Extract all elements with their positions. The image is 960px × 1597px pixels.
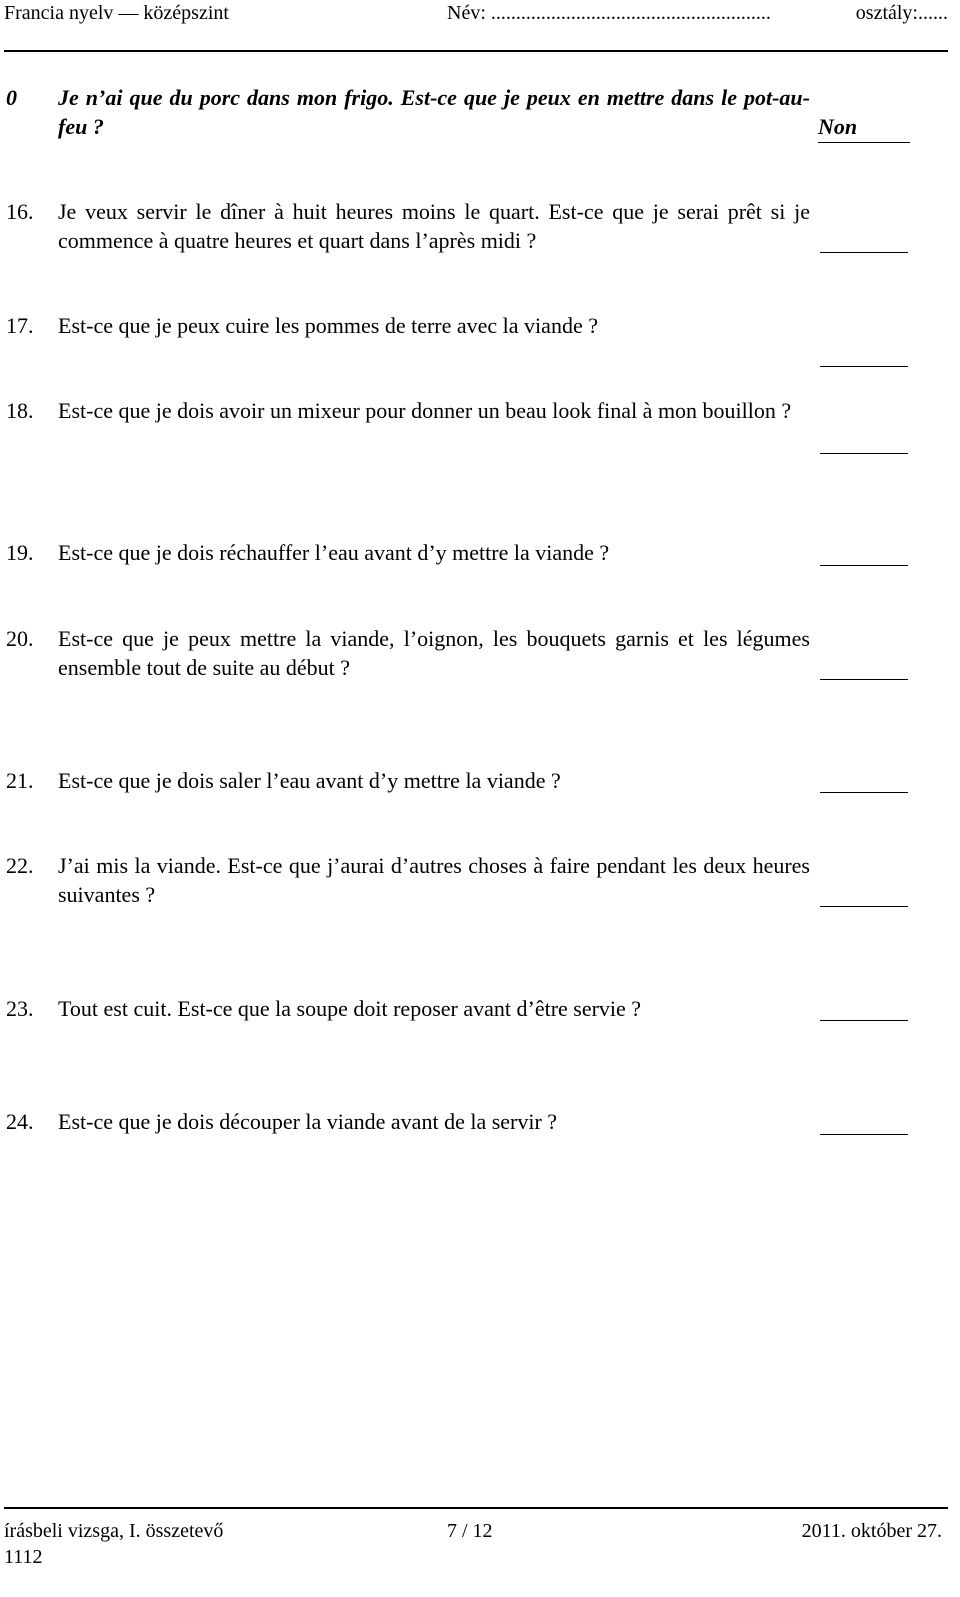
question-text: Est-ce que je peux cuire les pommes de terre avec la viande ? — [58, 313, 598, 338]
question-number: 18. — [6, 398, 34, 423]
example-number: 0 — [6, 85, 17, 110]
answer-blank[interactable] — [820, 453, 908, 454]
header-divider — [4, 50, 948, 52]
header-name-field: Név: ........................................................ — [447, 2, 771, 24]
answer-blank[interactable] — [820, 906, 908, 907]
question-number: 20. — [6, 626, 34, 651]
question-number: 17. — [6, 313, 34, 338]
answer-blank[interactable] — [820, 1134, 908, 1135]
question-text: Est-ce que je dois saler l’eau avant d’y mettre la viande ? — [58, 768, 561, 793]
question-text: Est-ce que je dois réchauffer l’eau avant d’y mettre la viande ? — [58, 540, 610, 565]
question-number: 19. — [6, 540, 34, 565]
question-number: 24. — [6, 1109, 34, 1134]
question-number: 16. — [6, 199, 34, 224]
answer-blank[interactable] — [820, 565, 908, 566]
footer-exam-part: írásbeli vizsga, I. összetevő — [4, 1520, 224, 1542]
answer-blank[interactable] — [820, 252, 908, 253]
question-text: J’ai mis la viande. Est-ce que j’aurai d’autres choses à faire pendant les deux heures suivantes ? — [58, 853, 810, 907]
footer-page-number: 7 / 12 — [447, 1520, 493, 1542]
question-text: Est-ce que je dois découper la viande avant de la servir ? — [58, 1109, 558, 1134]
footer-divider — [4, 1507, 948, 1509]
example-text: Je n’ai que du porc dans mon frigo. Est-ce que je peux en mettre dans le pot-au-feu ? — [58, 85, 810, 139]
question-text: Est-ce que je peux mettre la viande, l’oignon, les bouquets garnis et les légumes ensemble tout de suite au début ? — [58, 626, 810, 680]
answer-blank[interactable] — [820, 679, 908, 680]
question-text: Tout est cuit. Est-ce que la soupe doit reposer avant d’être servie ? — [58, 996, 642, 1021]
question-number: 22. — [6, 853, 34, 878]
question-number: 23. — [6, 996, 34, 1021]
header-class-field: osztály:...... — [855, 2, 948, 24]
header-subject: Francia nyelv — középszint — [4, 2, 229, 24]
footer-date: 2011. október 27. — [801, 1520, 942, 1542]
answer-blank[interactable] — [820, 366, 908, 367]
question-text: Je veux servir le dîner à huit heures moins le quart. Est-ce que je serai prêt si je commence à quatre heures et quart dans l’après midi ? — [58, 199, 810, 253]
example-answer: Non — [818, 114, 910, 143]
answer-blank[interactable] — [820, 792, 908, 793]
question-text: Est-ce que je dois avoir un mixeur pour donner un beau look final à mon bouillon ? — [58, 398, 792, 423]
question-number: 21. — [6, 768, 34, 793]
answer-blank[interactable] — [820, 1020, 908, 1021]
footer-code: 1112 — [4, 1546, 43, 1568]
